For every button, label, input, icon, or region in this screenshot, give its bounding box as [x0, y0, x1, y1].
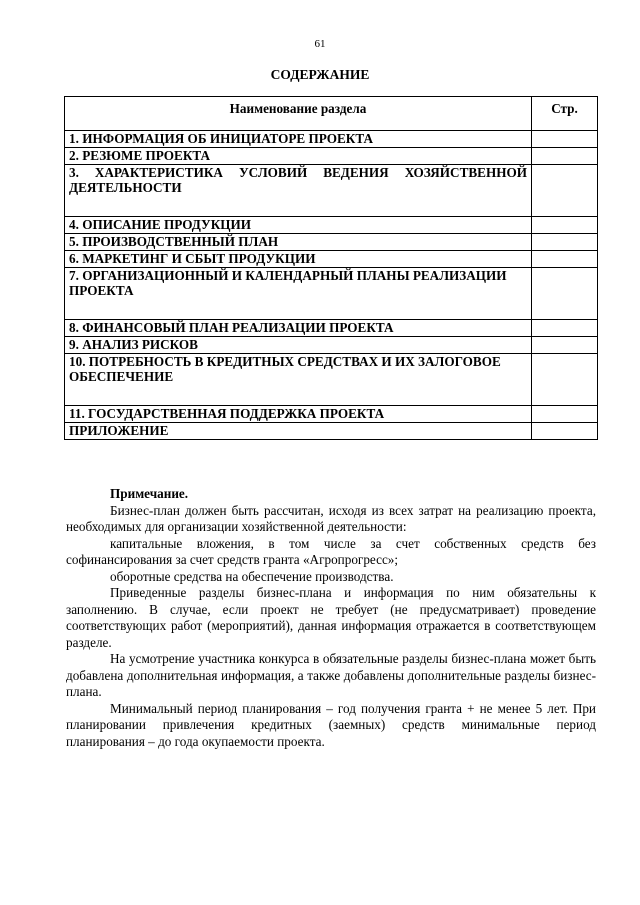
header-page: Стр. — [532, 97, 598, 131]
note-title: Примечание. — [110, 486, 189, 501]
section-name: 3. ХАРАКТЕРИСТИКА УСЛОВИЙ ВЕДЕНИЯ ХОЗЯЙСТВЕННОЙ ДЕЯТЕЛЬНОСТИ — [65, 165, 532, 217]
section-name: 7. ОРГАНИЗАЦИОННЫЙ И КАЛЕНДАРНЫЙ ПЛАНЫ РЕАЛИЗАЦИИ ПРОЕКТА — [65, 268, 532, 320]
section-name: 2. РЕЗЮМЕ ПРОЕКТА — [65, 148, 532, 165]
table-row — [65, 268, 598, 320]
table-row — [65, 251, 598, 268]
note-block — [66, 486, 596, 750]
document-title: СОДЕРЖАНИЕ — [270, 67, 370, 82]
section-page — [532, 148, 598, 165]
section-page — [532, 165, 598, 217]
section-page — [532, 354, 598, 406]
section-page — [532, 131, 598, 148]
section-page — [532, 406, 598, 423]
section-name: ПРИЛОЖЕНИЕ — [65, 423, 532, 440]
note-paragraph: Приведенные разделы бизнес-плана и информация по ним обязательны к заполнению. В случае, если проект не требует (не предусматривает) проведение соответствующих работ (мероприятий), данная информация отражается в соответствующем разделе. — [66, 585, 596, 650]
section-name: 9. АНАЛИЗ РИСКОВ — [65, 337, 532, 354]
table-row — [65, 423, 598, 440]
table-row — [65, 406, 598, 423]
table-row — [65, 234, 598, 251]
table-row — [65, 165, 598, 217]
table-header-row — [65, 97, 598, 131]
note-paragraph: На усмотрение участника конкурса в обязательные разделы бизнес-плана может быть добавлена дополнительная информация, а также добавлены дополнительные разделы бизнес-плана. — [66, 651, 596, 699]
section-name: 5. ПРОИЗВОДСТВЕННЫЙ ПЛАН — [65, 234, 532, 251]
note-paragraph: оборотные средства на обеспечение производства. — [110, 568, 394, 584]
section-name: 8. ФИНАНСОВЫЙ ПЛАН РЕАЛИЗАЦИИ ПРОЕКТА — [65, 320, 532, 337]
table-row — [65, 217, 598, 234]
section-page — [532, 234, 598, 251]
contents-table — [64, 96, 598, 440]
table-row — [65, 320, 598, 337]
section-page — [532, 423, 598, 440]
header-section-name: Наименование раздела — [65, 97, 532, 131]
note-paragraph: Бизнес-план должен быть рассчитан, исходя из всех затрат на реализацию проекта, необходимых для организации хозяйственной деятельности: — [66, 502, 596, 534]
section-name: 4. ОПИСАНИЕ ПРОДУКЦИИ — [65, 217, 532, 234]
section-page — [532, 320, 598, 337]
table-row — [65, 131, 598, 148]
table-row — [65, 148, 598, 165]
table-row — [65, 354, 598, 406]
section-name: 1. ИНФОРМАЦИЯ ОБ ИНИЦИАТОРЕ ПРОЕКТА — [65, 131, 532, 148]
table-row — [65, 337, 598, 354]
page-number: 61 — [314, 38, 326, 50]
section-name: 11. ГОСУДАРСТВЕННАЯ ПОДДЕРЖКА ПРОЕКТА — [65, 406, 532, 423]
section-page — [532, 268, 598, 320]
section-page — [532, 337, 598, 354]
section-name: 10. ПОТРЕБНОСТЬ В КРЕДИТНЫХ СРЕДСТВАХ И ИХ ЗАЛОГОВОЕ ОБЕСПЕЧЕНИЕ — [65, 354, 532, 406]
section-page — [532, 217, 598, 234]
note-paragraph: Минимальный период планирования – год получения гранта + не менее 5 лет. При планировании привлечения кредитных (заемных) средств минимальные период планирования – до года окупаемости проекта. — [66, 700, 596, 749]
note-paragraph: капитальные вложения, в том числе за счет собственных средств без софинансирования за счет средств гранта «Агропрогресс»; — [66, 535, 596, 567]
section-page — [532, 251, 598, 268]
section-name: 6. МАРКЕТИНГ И СБЫТ ПРОДУКЦИИ — [65, 251, 532, 268]
